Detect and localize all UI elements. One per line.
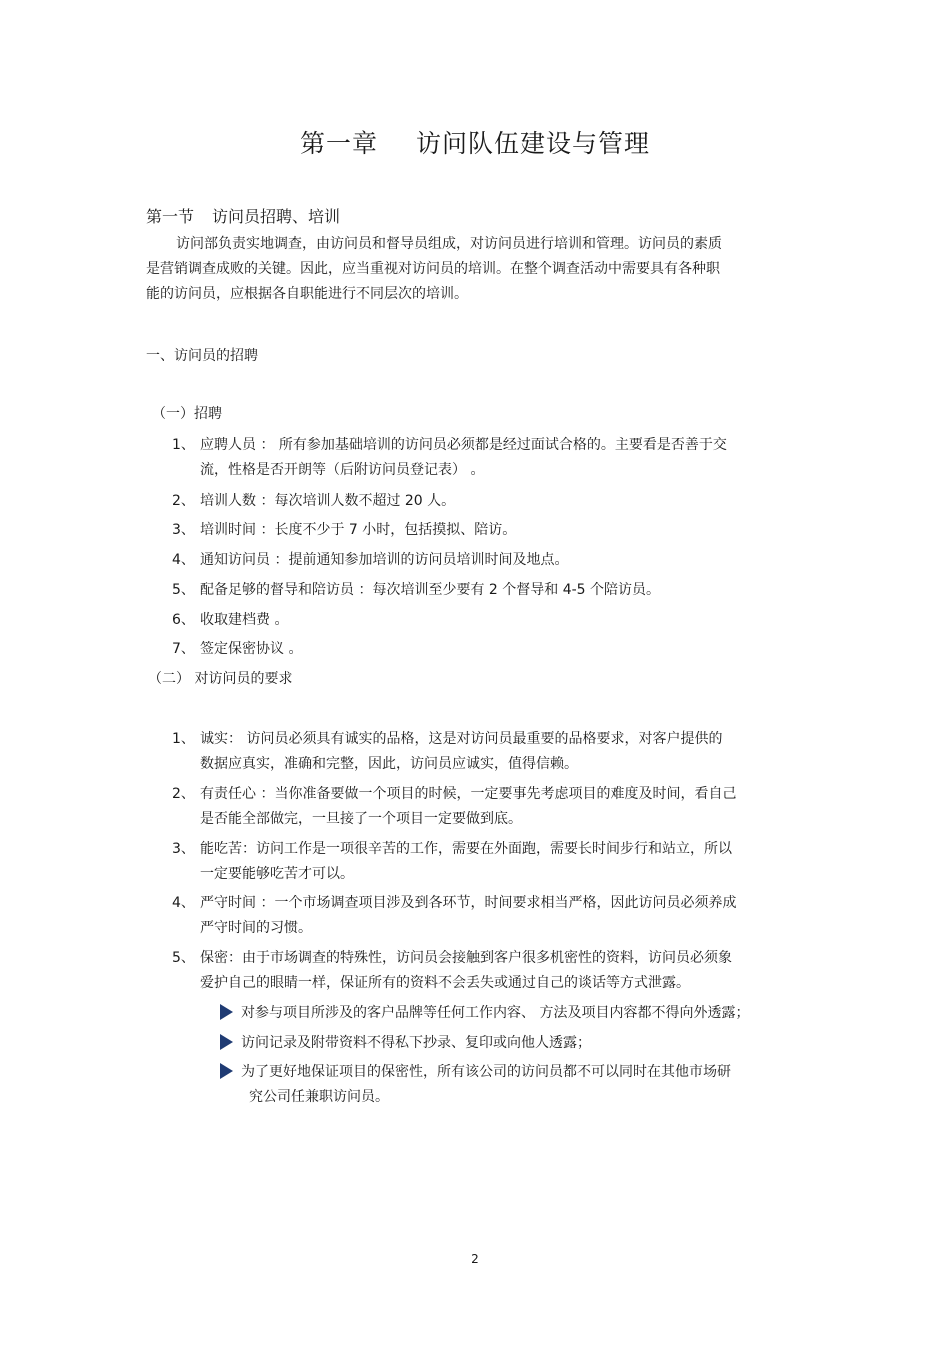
item-text-continued: 是否能全部做完，一旦接了一个项目一定要做到底。 <box>200 811 522 827</box>
list-item <box>172 947 732 967</box>
item-text-continued: 流，性格是否开朗等（后附访问员登记表） 。 <box>200 462 485 478</box>
item-text: 通知访问员 ：提前通知参加培训的访问员培训时间及地点。 <box>200 552 569 568</box>
item-text: 应聘人员 ： 所有参加基础培训的访问员必须都是经过面试合格的。主要看是否善于交 <box>200 437 727 453</box>
item-number: 3、 <box>172 841 195 857</box>
item-text: 培训人数 ：每次培训人数不超过 20 人。 <box>200 493 456 509</box>
section-number: 第一节 <box>146 207 195 226</box>
item-text: 有责任心 ：当你准备要做一个项目的时候，一定要事先考虑项目的难度及时间，看自己 <box>200 786 737 802</box>
item-text: 收取建档费 。 <box>200 612 289 628</box>
item-text: 配备足够的督导和陪访员 ：每次培训至少要有 2 个督导和 4-5 个陪访员。 <box>200 582 661 598</box>
chapter-name: 访问队伍建设与管理 <box>416 129 651 158</box>
item-number: 7、 <box>172 641 195 657</box>
bullet-item <box>220 1032 591 1052</box>
list-item <box>172 609 288 629</box>
list-item <box>172 838 732 858</box>
list-item <box>172 579 660 599</box>
item-number: 6、 <box>172 612 195 628</box>
list-item <box>172 549 568 569</box>
item-text: 保密：由于市场调查的特殊性，访问员会接触到客户很多机密性的资料，访问员必须象 <box>200 950 732 966</box>
bullet-text: 访问记录及附带资料不得私下抄录、复印或向他人透露； <box>241 1035 591 1051</box>
bullet-item <box>220 1061 731 1081</box>
list-item <box>172 728 722 748</box>
chapter-title <box>0 124 950 160</box>
list-item <box>172 783 736 803</box>
sub2-heading: （二） 对访问员的要求 <box>148 671 293 687</box>
item-text: 培训时间 ：长度不少于 7 小时，包括摸拟、陪访。 <box>200 522 517 538</box>
page-number: 2 <box>471 1252 479 1266</box>
item-number: 2、 <box>172 493 195 509</box>
item-number: 2、 <box>172 786 195 802</box>
triangle-bullet-icon <box>220 1034 233 1050</box>
item-number: 4、 <box>172 895 195 911</box>
item-text-continued: 爱护自己的眼睛一样，保证所有的资料不会丢失或通过自己的谈话等方式泄露。 <box>200 975 690 991</box>
bullet-text: 对参与项目所涉及的客户品牌等任何工作内容、 方法及项目内容都不得向外透露； <box>241 1005 750 1021</box>
chapter-number: 第一章 <box>299 129 378 158</box>
part1-heading: 一、访问员的招聘 <box>146 348 258 364</box>
section-heading <box>146 204 340 227</box>
item-number: 5、 <box>172 950 195 966</box>
item-number: 3、 <box>172 522 195 538</box>
list-item <box>172 519 516 539</box>
intro-line-3: 能的访问员，应根据各自职能进行不同层次的培训。 <box>146 286 468 302</box>
triangle-bullet-icon <box>220 1063 233 1079</box>
item-number: 4、 <box>172 552 195 568</box>
item-number: 5、 <box>172 582 195 598</box>
item-text: 严守时间 ：一个市场调查项目涉及到各环节，时间要求相当严格，因此访问员必须养成 <box>200 895 737 911</box>
item-number: 1、 <box>172 437 195 453</box>
list-item <box>172 434 727 454</box>
item-number: 1、 <box>172 731 195 747</box>
intro-line-1: 访问部负责实地调查，由访问员和督导员组成，对访问员进行培训和管理。访问员的素质 <box>176 236 722 252</box>
sub1-heading: （一）招聘 <box>152 406 222 422</box>
bullet-text-continued: 究公司任兼职访问员。 <box>249 1089 389 1105</box>
item-text-continued: 严守时间的习惯。 <box>200 920 312 936</box>
intro-line-2: 是营销调查成败的关键。因此，应当重视对访问员的培训。在整个调查活动中需要具有各种职 <box>146 261 720 277</box>
item-text-continued: 数据应真实，准确和完整，因此，访问员应诚实，值得信赖。 <box>200 756 578 772</box>
list-item <box>172 638 302 658</box>
item-text: 诚实： 访问员必须具有诚实的品格，这是对访问员最重要的品格要求，对客户提供的 <box>200 731 723 747</box>
list-item <box>172 490 455 510</box>
list-item <box>172 892 736 912</box>
item-text-continued: 一定要能够吃苦才可以。 <box>200 866 354 882</box>
bullet-text: 为了更好地保证项目的保密性，所有该公司的访问员都不可以同时在其他市场研 <box>241 1064 731 1080</box>
item-text: 能吃苦：访问工作是一项很辛苦的工作，需要在外面跑，需要长时间步行和站立，所以 <box>200 841 732 857</box>
triangle-bullet-icon <box>220 1004 233 1020</box>
bullet-item <box>220 1002 749 1022</box>
section-name: 访问员招聘、培训 <box>212 207 341 226</box>
item-text: 签定保密协议 。 <box>200 641 303 657</box>
